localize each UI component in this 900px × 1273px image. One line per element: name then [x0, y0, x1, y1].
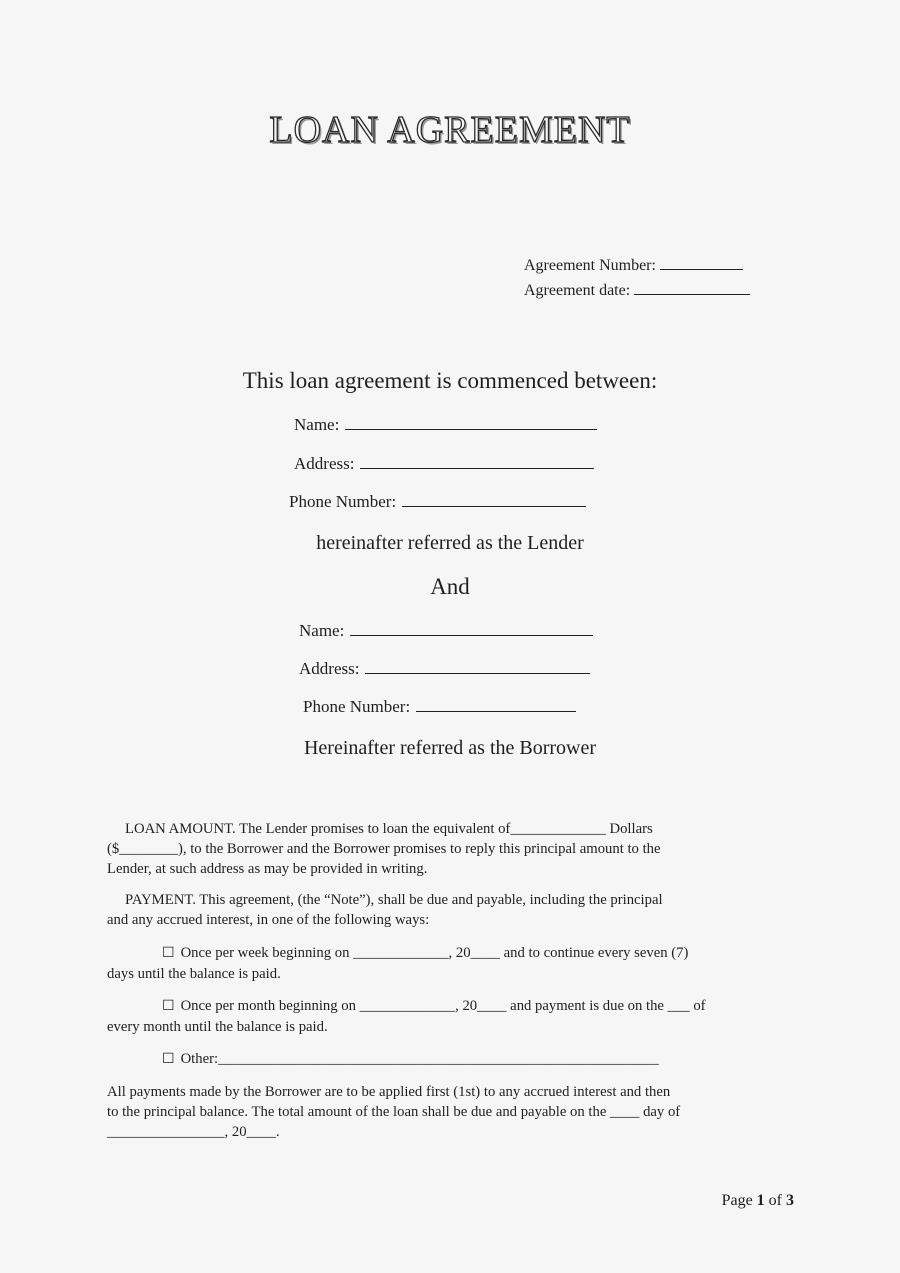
- lender-address-row: [294, 454, 594, 474]
- borrower-phone-blank[interactable]: [416, 697, 576, 712]
- payment-line: and any accrued interest, in one of the following ways:: [107, 912, 430, 928]
- and-separator: And: [430, 574, 470, 599]
- lender-address-label: Address:: [294, 454, 355, 473]
- lender-phone-blank[interactable]: [402, 492, 586, 507]
- borrower-name-blank[interactable]: [350, 621, 593, 636]
- agreement-number-blank[interactable]: [660, 256, 743, 270]
- payment-paragraph: [107, 890, 797, 930]
- agreement-date-row: [524, 281, 750, 300]
- current-page: 1: [756, 1192, 765, 1209]
- payment-option-monthly: [107, 996, 797, 1037]
- intro-heading: This loan agreement is commenced between:: [242, 368, 658, 393]
- borrower-address-blank[interactable]: [365, 659, 590, 674]
- final-line: All payments made by the Borrower are to be applied first (1st) to any accrued interest and then: [107, 1084, 671, 1100]
- agreement-number-label: Agreement Number:: [524, 257, 656, 274]
- total-pages: 3: [786, 1192, 794, 1209]
- document-title: LOAN AGREEMENT: [269, 109, 631, 151]
- payment-option-other: [107, 1049, 797, 1070]
- lender-designation: hereinafter referred as the Lender: [316, 532, 584, 554]
- borrower-designation: Hereinafter referred as the Borrower: [303, 737, 597, 759]
- borrower-address-row: [299, 659, 590, 679]
- lender-phone-row: [289, 492, 586, 512]
- payment-option-weekly: [107, 943, 797, 984]
- lender-phone-label: Phone Number:: [289, 492, 397, 511]
- monthly-checkbox[interactable]: ☐: [162, 999, 175, 1014]
- borrower-address-label: Address:: [299, 659, 360, 678]
- borrower-phone-row: [303, 697, 576, 717]
- loan-amount-line: Lender, at such address as may be provided in writing.: [107, 861, 428, 877]
- final-line: ________________, 20____.: [107, 1124, 280, 1140]
- page-word: Page: [721, 1192, 753, 1209]
- final-paragraph: [107, 1082, 797, 1142]
- agreement-date-blank[interactable]: [634, 281, 750, 295]
- borrower-name-label: Name:: [299, 621, 345, 640]
- lender-name-label: Name:: [294, 415, 340, 434]
- agreement-date-label: Agreement date:: [524, 282, 631, 299]
- lender-name-blank[interactable]: [345, 415, 597, 430]
- monthly-option-text: Once per month beginning on _____________, 20____ and payment is due on the ___ of: [180, 998, 706, 1014]
- page-number: [722, 1192, 794, 1210]
- loan-amount-line: LOAN AMOUNT. The Lender promises to loan the equivalent of_____________ Dollars: [125, 821, 653, 837]
- loan-amount-paragraph: [107, 819, 797, 879]
- lender-address-blank[interactable]: [360, 454, 594, 469]
- weekly-option-text: Once per week beginning on _____________, 20____ and to continue every seven (7): [180, 945, 689, 961]
- borrower-phone-label: Phone Number:: [303, 697, 411, 716]
- monthly-option-text: every month until the balance is paid.: [107, 1019, 328, 1035]
- agreement-number-row: [524, 256, 743, 275]
- loan-amount-line: ($________), to the Borrower and the Borrower promises to reply this principal amount to the: [107, 841, 661, 857]
- weekly-option-text: days until the balance is paid.: [107, 966, 281, 982]
- final-line: to the principal balance. The total amount of the loan shall be due and payable on the ____ day of: [107, 1104, 681, 1120]
- lender-name-row: [294, 415, 597, 435]
- of-word: of: [768, 1192, 782, 1209]
- other-checkbox[interactable]: ☐: [162, 1052, 175, 1067]
- payment-line: PAYMENT. This agreement, (the “Note”), shall be due and payable, including the principal: [125, 892, 663, 908]
- other-option-text: Other:____________________________________________________________: [180, 1051, 659, 1067]
- borrower-name-row: [299, 621, 593, 641]
- weekly-checkbox[interactable]: ☐: [162, 946, 175, 961]
